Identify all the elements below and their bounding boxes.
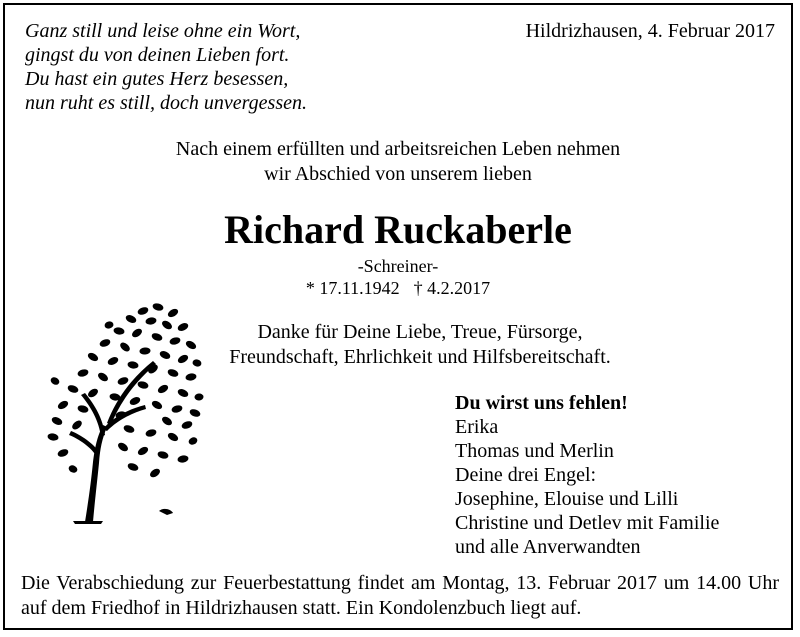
thanks-line: Freundschaft, Ehrlichkeit und Hilfsbereitschaft. bbox=[229, 346, 611, 368]
birth-date: * 17.11.1942 bbox=[305, 278, 400, 298]
place-date: Hildrizhausen, 4. Februar 2017 bbox=[525, 20, 775, 42]
family-member: Christine und Detlev mit Familie bbox=[455, 512, 720, 534]
deceased-occupation: -Schreiner- bbox=[357, 256, 439, 276]
funeral-notice: Die Verabschiedung zur Feuerbestattung findet am Montag, 13. Februar 2017 um 14.00 Uhr auf dem Friedhof in Hildrizhausen statt. Ein Kondolenzbuch liegt auf. bbox=[21, 572, 779, 619]
poem-line: Du hast ein gutes Herz besessen, bbox=[25, 68, 289, 90]
life-dates bbox=[5, 277, 791, 299]
intro-line: wir Abschied von unserem lieben bbox=[264, 163, 532, 185]
deceased-name: Richard Ruckaberle bbox=[224, 207, 572, 252]
family-member: und alle Anverwandten bbox=[455, 536, 641, 558]
family-list bbox=[455, 391, 719, 559]
intro-text bbox=[5, 137, 791, 187]
family-member: Erika bbox=[455, 416, 499, 438]
poem-line: nun ruht es still, doch unvergessen. bbox=[25, 92, 308, 114]
poem-line: Ganz still und leise ohne ein Wort, bbox=[25, 20, 301, 42]
family-lead: Du wirst uns fehlen! bbox=[455, 392, 628, 414]
poem-line: gingst du von deinen Lieben fort. bbox=[25, 44, 290, 66]
obituary-frame bbox=[3, 3, 793, 630]
death-date: † 4.2.2017 bbox=[413, 278, 491, 298]
poem bbox=[25, 19, 307, 115]
family-member: Thomas und Merlin bbox=[455, 440, 614, 462]
family-member: Josephine, Elouise und Lilli bbox=[455, 488, 679, 510]
family-member: Deine drei Engel: bbox=[455, 464, 597, 486]
thanks-line: Danke für Deine Liebe, Treue, Fürsorge, bbox=[257, 321, 583, 343]
intro-line: Nach einem erfüllten und arbeitsreichen Leben nehmen bbox=[175, 138, 621, 160]
thanks-text bbox=[175, 320, 665, 370]
